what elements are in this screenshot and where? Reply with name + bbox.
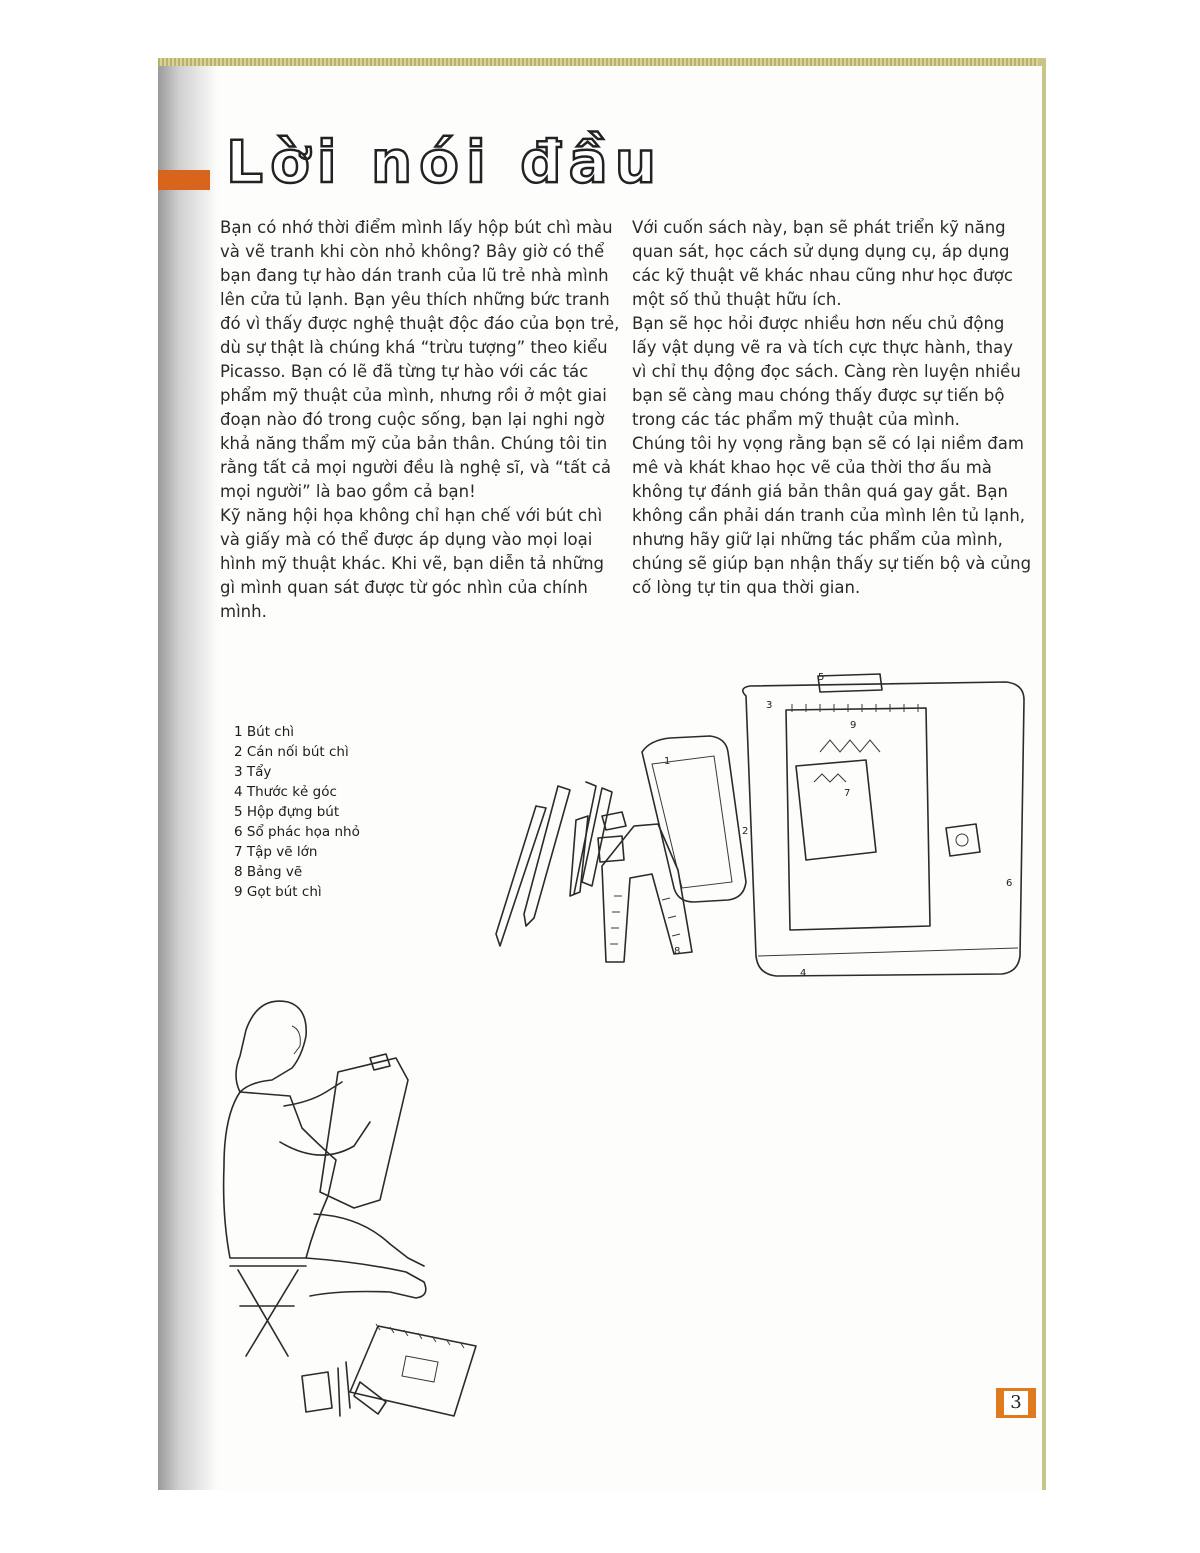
figure-label: 4 [800,968,807,979]
angle-ruler-sketch [602,824,692,962]
legend-item: 9 Gọt bút chì [234,884,322,900]
girl-drawing-illustration [210,996,500,1426]
legend-item: 7 Tập vẽ lớn [234,844,318,860]
figure-label: 9 [850,720,857,731]
legend-item: 4 Thước kẻ góc [234,784,337,800]
figure-label: 3 [766,700,773,711]
figure-label: 2 [742,826,749,837]
legend-item: 6 Sổ phác họa nhỏ [234,824,360,840]
figure-label: 5 [818,672,825,683]
large-pad-sketch [786,708,930,930]
small-sketchbook-sketch [796,760,876,860]
tools-legend [234,722,360,902]
paragraph: Với cuốn sách này, bạn sẽ phát triển kỹ năng quan sát, học cách sử dụng dụng cụ, áp dụng các kỹ thuật vẽ khác nhau cũng như học được một số thủ thuật hữu ích. [632,218,1013,309]
figure-label: 1 [664,756,671,767]
chapter-accent-tab [158,170,210,190]
intro-column-left [220,216,620,624]
pencil-sketch [496,806,546,946]
floor-sketchbook-sketch [350,1326,476,1416]
page-number [996,1388,1036,1418]
floor-pencil-case-sketch [302,1372,332,1412]
intro-column-right [632,216,1032,600]
stool-sketch [230,1266,306,1356]
page-number-text: 3 [1004,1391,1027,1415]
figure-label: 8 [674,946,681,957]
book-page [158,66,1042,1490]
paragraph: Bạn có nhớ thời điểm mình lấy hộp bút chì màu và vẽ tranh khi còn nhỏ không? Bây giờ có thể bạn đang tự hào dán tranh của lũ trẻ nhà mình lên cửa tủ lạnh. Bạn yêu thích những bức tranh đó vì thấy được nghệ thuật độc đáo của bọn trẻ, dù sự thật là chúng khá “trừu tượng” theo kiểu Picasso. Bạn có lẽ đã từng tự hào với các tác phẩm mỹ thuật của mình, nhưng rồi ở một giai đoạn nào đó trong cuộc sống, bạn lại nghi ngờ khả năng thẩm mỹ của bản thân. Chúng tôi tin rằng tất cả mọi người đều là nghệ sĩ, và “tất cả mọi người” là bao gồm cả bạn! [220,218,620,501]
legend-item: 2 Cán nối bút chì [234,744,349,760]
sharpener-sketch [946,824,980,856]
page-title: Lời nói đầu [226,128,664,196]
girl-legs-sketch [306,1258,426,1298]
girl-coat-sketch [224,1092,336,1258]
girl-board-sketch [320,1058,408,1208]
paragraph: Chúng tôi hy vọng rằng bạn sẽ có lại niềm đam mê và khát khao học vẽ của thời thơ ấu mà không tự đánh giá bản thân quá gay gắt. Bạn không cần phải dán tranh của mình lên tủ lạnh, nhưng hãy giữ lại những tác phẩm của mình, chúng sẽ giúp bạn nhận thấy sự tiến bộ và củng cố lòng tự tin qua thời gian. [632,434,1032,597]
girl-hair-sketch [236,1001,306,1092]
board-clip-sketch [818,674,882,692]
figure-label: 7 [844,788,851,799]
drawing-board-sketch [743,682,1024,976]
drawing-tools-illustration [446,656,1026,986]
legend-item: 3 Tẩy [234,764,272,780]
legend-item: 8 Bảng vẽ [234,864,303,880]
paragraph: Bạn sẽ học hỏi được nhiều hơn nếu chủ động lấy vật dụng vẽ ra và tích cực thực hành, thay vì chỉ thụ động đọc sách. Càng rèn luyện nhiều bạn sẽ càng mau chóng thấy được sự tiến bộ trong các tác phẩm mỹ thuật của mình. [632,314,1021,429]
page-gutter-shadow [158,66,218,1490]
figure-label: 6 [1006,878,1013,889]
paragraph: Kỹ năng hội họa không chỉ hạn chế với bút chì và giấy mà có thể được áp dụng vào mọi loại hình mỹ thuật khác. Khi vẽ, bạn diễn tả những gì mình quan sát được từ góc nhìn của chính mình. [220,506,605,621]
pencil-case-sketch [642,736,749,902]
legend-item: 5 Hộp đựng bút [234,804,340,820]
legend-item: 1 Bút chì [234,724,295,740]
